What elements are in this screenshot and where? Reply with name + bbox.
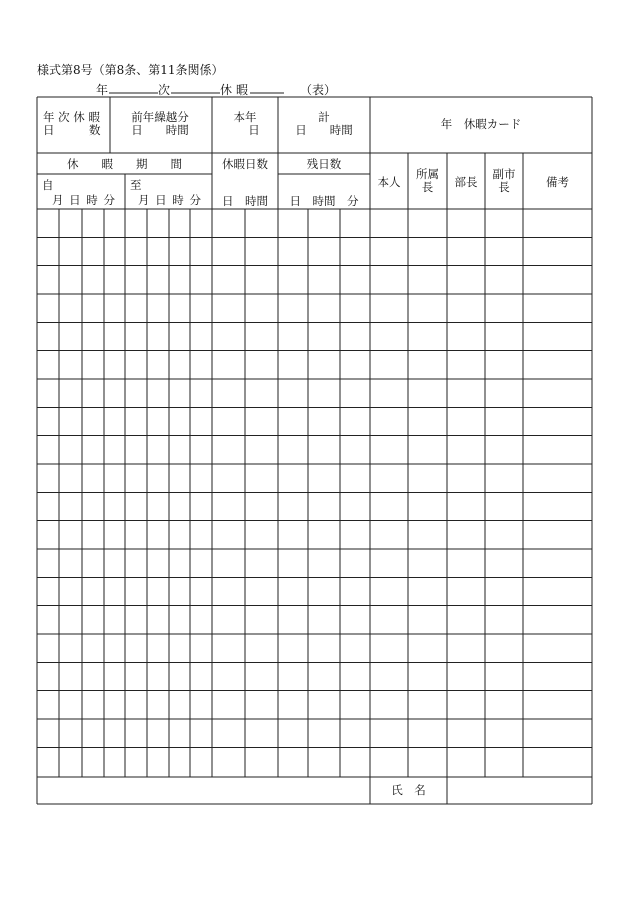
leave-days-units: 日 時間 [222, 194, 268, 208]
card-title: 年 休暇カード [440, 117, 522, 131]
to-label: 至 [130, 178, 142, 192]
title-char-3: 休 [220, 83, 233, 97]
vice-mayor-header: 副市 長 [492, 167, 516, 194]
person-header: 本人 [377, 175, 401, 189]
remaining-header: 残日数 [306, 157, 342, 171]
remarks-header: 備考 [546, 175, 569, 189]
to-units: 月 日 時 分 [138, 193, 202, 207]
from-units: 月 日 時 分 [52, 193, 116, 207]
title-char-1: 年 [96, 83, 109, 97]
from-label: 自 [42, 178, 54, 192]
leave-period-header: 休 暇 期 間 [67, 157, 182, 171]
title-char-2: 次 [158, 83, 171, 97]
annual-leave-days-header: 年 次 休 暇 日 数 [43, 110, 101, 137]
carryover-header: 前年繰越分 日 時間 [131, 110, 189, 137]
this-year-header: 本年 日 [233, 110, 260, 137]
name-field[interactable] [448, 777, 590, 803]
title-char-4: 暇 [236, 83, 249, 97]
office-head-header: 所属 長 [416, 167, 439, 194]
total-header: 計 日 時間 [295, 110, 353, 137]
leave-days-header: 休暇日数 [222, 157, 268, 171]
dept-head-header: 部長 [454, 175, 478, 189]
name-label: 氏 名 [391, 783, 426, 797]
form-number-label: 様式第8号（第8条、第11条関係） [37, 63, 224, 77]
title-side-label: （表） [300, 83, 337, 97]
remaining-units: 日 時間 分 [289, 194, 359, 208]
